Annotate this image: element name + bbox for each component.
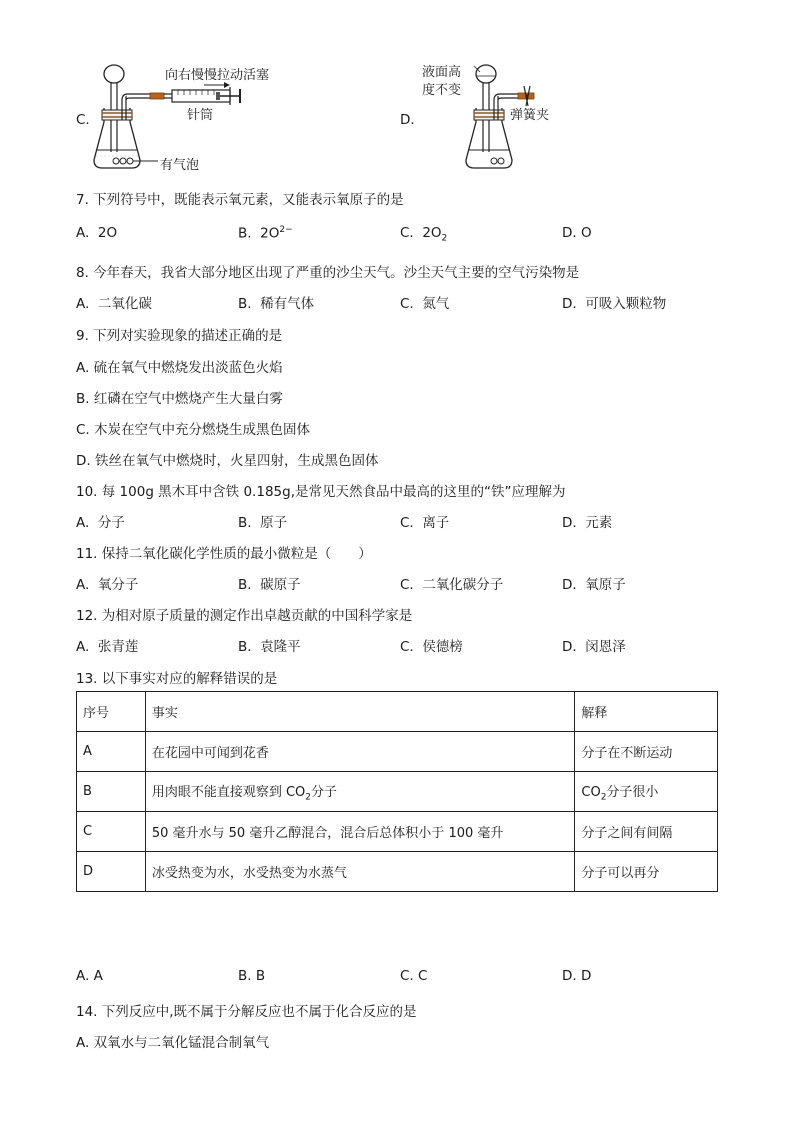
option-label: D. <box>562 968 577 984</box>
label-liquid-level <box>422 64 461 100</box>
question-14-stem: 14. 下列反应中,既不属于分解反应也不属于化合反应的是 <box>76 1004 417 1020</box>
row-fact <box>145 772 575 812</box>
question-10-stem: 10. 每 100g 黑木耳中含铁 0.185g,是常见天然食品中最高的这里的“铁”应理解为 <box>76 484 566 500</box>
option-superscript: 2− <box>279 225 293 235</box>
q12-option-a[interactable] <box>76 635 138 655</box>
q8-option-b[interactable] <box>238 292 314 312</box>
label-pull-piston: 向右慢慢拉动活塞 <box>165 68 270 83</box>
option-label: C. <box>400 225 414 241</box>
option-label: A. <box>76 296 90 312</box>
option-text: D <box>580 968 592 984</box>
q10-option-d[interactable] <box>562 511 612 531</box>
label-bubbles: 有气泡 <box>160 158 200 173</box>
q7-option-b[interactable] <box>238 225 293 242</box>
option-label: C. <box>400 968 414 984</box>
q13-option-a[interactable] <box>76 968 103 984</box>
table-row <box>77 772 718 812</box>
q10-option-c[interactable] <box>400 511 449 531</box>
option-label: B. <box>238 577 252 593</box>
option-text: 氮气 <box>422 296 450 312</box>
option-text: C <box>418 968 428 984</box>
option-text: B <box>255 968 266 984</box>
q9-option-b[interactable]: B. 红磷在空气中燃烧产生大量白雾 <box>76 391 283 407</box>
row-explain-pre: CO <box>581 784 601 800</box>
option-label: B. <box>238 296 252 312</box>
row-explain: 分子之间有间隔 <box>575 812 718 852</box>
option-label: C. <box>400 515 414 531</box>
row-fact: 50 毫升水与 50 毫升乙醇混合，混合后总体积小于 100 毫升 <box>145 812 575 852</box>
option-subscript: 2 <box>441 233 448 244</box>
option-text: 氧原子 <box>585 577 626 593</box>
q7-option-d[interactable] <box>562 225 592 241</box>
q9-option-d[interactable]: D. 铁丝在氧气中燃烧时，火星四射，生成黑色固体 <box>76 453 379 469</box>
option-label: A. <box>76 225 90 241</box>
question-11-stem: 11. 保持二氧化碳化学性质的最小微粒是（ ） <box>76 546 372 562</box>
q14-option-a[interactable]: A. 双氧水与二氧化锰混合制氧气 <box>76 1035 270 1051</box>
q11-option-a[interactable] <box>76 573 138 593</box>
option-label: C. <box>400 639 414 655</box>
question-7-stem: 7. 下列符号中，既能表示氧元素，又能表示氧原子的是 <box>76 192 404 208</box>
option-label: D. <box>562 296 577 312</box>
option-text: 可吸入颗粒物 <box>585 296 667 312</box>
row-id: D <box>77 852 146 892</box>
row-fact: 冰受热变为水，水受热变为水蒸气 <box>145 852 575 892</box>
table-header-row <box>77 692 718 732</box>
q8-option-d[interactable] <box>562 292 666 312</box>
option-text: 氧分子 <box>97 577 139 593</box>
option-label: B. <box>238 639 252 655</box>
option-label: B. <box>238 225 252 242</box>
q12-option-d[interactable] <box>562 635 626 655</box>
table-row <box>77 732 718 772</box>
option-text: 2O <box>422 225 442 241</box>
option-label: B. <box>238 968 252 984</box>
option-label: D. <box>562 225 577 241</box>
option-text: 离子 <box>422 515 450 531</box>
option-label: A. <box>76 968 90 984</box>
q9-option-c[interactable]: C. 木炭在空气中充分燃烧生成黑色固体 <box>76 422 311 438</box>
row-explain <box>575 772 718 812</box>
row-id: B <box>77 772 146 812</box>
option-label: B. <box>238 515 252 531</box>
row-explain: 分子可以再分 <box>575 852 718 892</box>
option-text: 侯德榜 <box>422 639 463 655</box>
q11-option-c[interactable] <box>400 573 503 593</box>
q9-option-a[interactable]: A. 硫在氧气中燃烧发出淡蓝色火焰 <box>76 360 283 376</box>
q10-option-a[interactable] <box>76 511 125 531</box>
q13-option-b[interactable] <box>238 968 265 984</box>
row-explain: 分子在不断运动 <box>575 732 718 772</box>
row-id: A <box>77 732 146 772</box>
row-explain-sub: 2 <box>600 792 607 803</box>
table-row <box>77 812 718 852</box>
option-text: 闵恩泽 <box>585 639 626 655</box>
row-fact-pre: 用肉眼不能直接观察到 CO <box>151 784 306 800</box>
option-text: 碳原子 <box>260 577 301 593</box>
header-explain: 解释 <box>575 692 718 732</box>
q7-option-c[interactable] <box>400 225 447 244</box>
option-label: A. <box>76 577 90 593</box>
option-text: 2O <box>260 225 280 242</box>
q13-option-c[interactable] <box>400 968 427 984</box>
label-spring-clip: 弹簧夹 <box>510 108 550 123</box>
row-fact-post: 分子 <box>311 784 338 800</box>
table-row <box>77 852 718 892</box>
q7-option-a[interactable] <box>76 225 117 241</box>
label-syringe: 针筒 <box>187 108 214 123</box>
option-label: C. <box>400 296 414 312</box>
option-label: A. <box>76 639 90 655</box>
option-text: 分子 <box>97 515 125 531</box>
option-text: 元素 <box>585 515 613 531</box>
q8-option-c[interactable] <box>400 292 449 312</box>
row-fact: 在花园中可闻到花香 <box>145 732 575 772</box>
figure-c-label: C. <box>76 112 90 128</box>
row-id: C <box>77 812 146 852</box>
option-label: D. <box>562 515 577 531</box>
q10-option-b[interactable] <box>238 511 287 531</box>
option-text: A <box>93 968 103 984</box>
option-label: D. <box>562 639 577 655</box>
header-fact: 事实 <box>145 692 575 732</box>
row-fact-sub: 2 <box>305 792 312 803</box>
q12-option-b[interactable] <box>238 635 301 655</box>
option-text: 二氧化碳分子 <box>422 577 504 593</box>
question-12-stem: 12. 为相对原子质量的测定作出卓越贡献的中国科学家是 <box>76 608 413 624</box>
q13-table <box>76 691 718 892</box>
q11-option-b[interactable] <box>238 573 301 593</box>
question-9-stem: 9. 下列对实验现象的描述正确的是 <box>76 328 283 344</box>
q11-option-d[interactable] <box>562 573 626 593</box>
question-8-stem: 8. 今年春天，我省大部分地区出现了严重的沙尘天气。沙尘天气主要的空气污染物是 <box>76 265 580 281</box>
option-label: D. <box>562 577 577 593</box>
option-text: 袁隆平 <box>260 639 301 655</box>
q8-option-a[interactable] <box>76 292 152 312</box>
option-text: 稀有气体 <box>260 296 315 312</box>
figure-d-label: D. <box>400 112 415 128</box>
option-text: 二氧化碳 <box>97 296 152 312</box>
label-liquid-level-line1: 液面高 <box>422 65 462 80</box>
row-explain-post: 分子很小 <box>606 784 659 800</box>
option-text: 原子 <box>260 515 288 531</box>
option-text: O <box>580 225 592 241</box>
option-text: 2O <box>97 225 118 241</box>
option-label: C. <box>400 577 414 593</box>
q12-option-c[interactable] <box>400 635 463 655</box>
label-liquid-level-line2: 度不变 <box>422 83 462 98</box>
option-text: 张青莲 <box>97 639 139 655</box>
option-label: A. <box>76 515 90 531</box>
question-13-stem: 13. 以下事实对应的解释错误的是 <box>76 671 278 687</box>
header-id: 序号 <box>77 692 146 732</box>
q13-option-d[interactable] <box>562 968 591 984</box>
